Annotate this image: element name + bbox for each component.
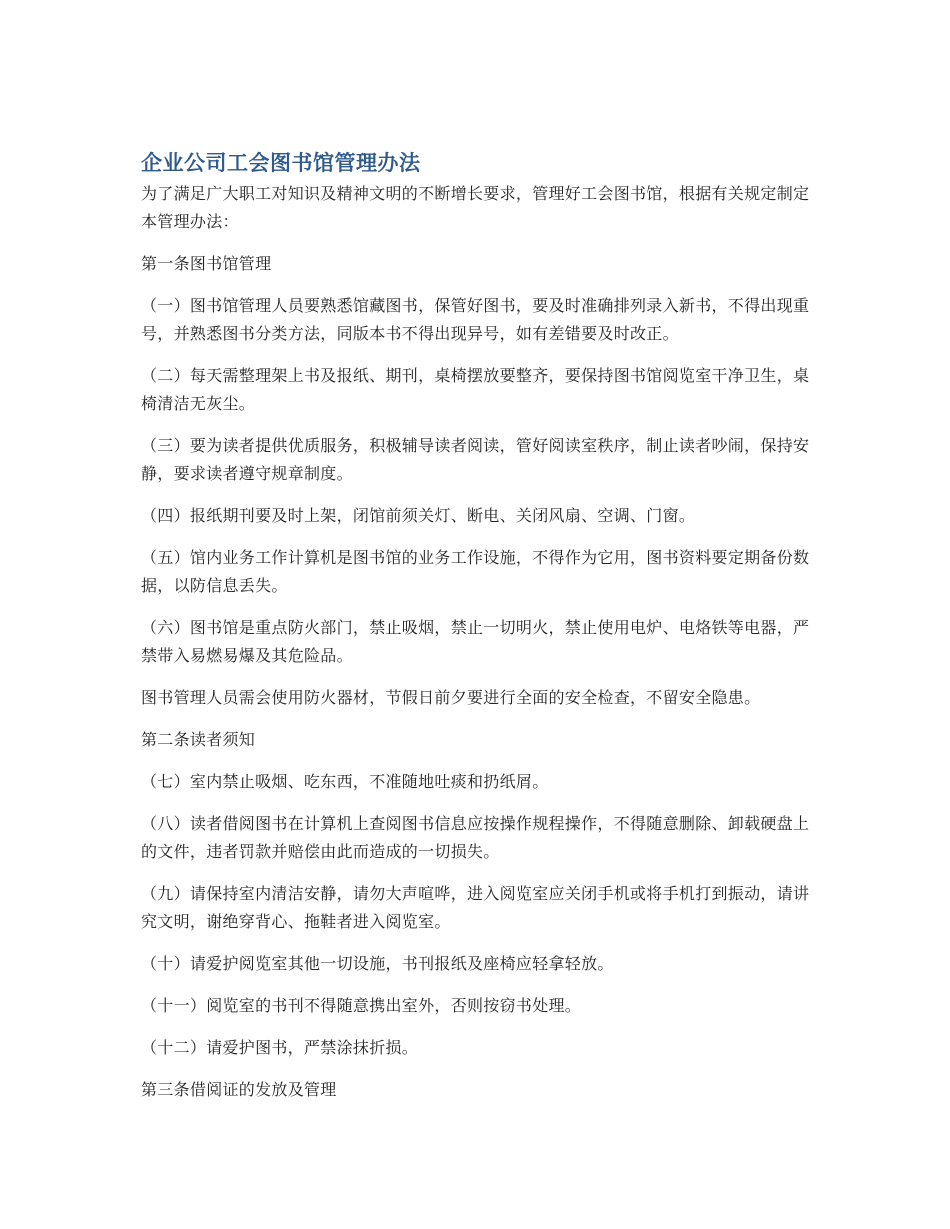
paragraph-item-7: （七）室内禁止吸烟、吃东西，不准随地吐痰和扔纸屑。: [141, 772, 549, 791]
paragraph-item-9: （九）请保持室内清洁安静，请勿大声喧哗，进入阅览室应关闭手机或将手机打到振动，请讲究文明，谢绝穿背心、拖鞋者进入阅览室。: [141, 884, 810, 931]
paragraph-item-1: （一）图书馆管理人员要熟悉馆藏图书，保管好图书，要及时准确排列录入新书，不得出现重号，并熟悉图书分类方法，同版本书不得出现异号，如有差错要及时改正。: [141, 296, 810, 343]
paragraph-fire-safety: 图书管理人员需会使用防火器材，节假日前夕要进行全面的安全检查，不留安全隐患。: [141, 688, 761, 707]
paragraph-item-5: （五）馆内业务工作计算机是图书馆的业务工作设施，不得作为它用，图书资料要定期备份数据，以防信息丢失。: [141, 548, 810, 595]
paragraph-item-2: （二）每天需整理架上书及报纸、期刊，桌椅摆放要整齐，要保持图书馆阅览室干净卫生，桌椅清洁无灰尘。: [141, 366, 810, 413]
section-heading-3: 第三条借阅证的发放及管理: [141, 1080, 337, 1099]
document-title: 企业公司工会图书馆管理办法: [141, 151, 421, 175]
intro-paragraph: 为了满足广大职工对知识及精神文明的不断增长要求，管理好工会图书馆，根据有关规定制定本管理办法：: [141, 184, 810, 231]
paragraph-item-11: （十一）阅览室的书刊不得随意携出室外，否则按窃书处理。: [141, 996, 582, 1015]
paragraph-item-8: （八）读者借阅图书在计算机上查阅图书信息应按操作规程操作，不得随意删除、卸载硬盘上的文件，违者罚款并赔偿由此而造成的一切损失。: [141, 814, 810, 861]
paragraph-item-3: （三）要为读者提供优质服务，积极辅导读者阅读，管好阅读室秩序，制止读者吵闹，保持安静，要求读者遵守规章制度。: [141, 436, 810, 483]
paragraph-item-4: （四）报纸期刊要及时上架，闭馆前须关灯、断电、关闭风扇、空调、门窗。: [141, 506, 696, 525]
document-page: [141, 148, 821, 1118]
paragraph-item-12: （十二）请爱护图书，严禁涂抹折损。: [141, 1038, 419, 1057]
paragraph-item-10: （十）请爱护阅览室其他一切设施，书刊报纸及座椅应轻拿轻放。: [141, 954, 614, 973]
section-heading-2: 第二条读者须知: [141, 730, 256, 749]
paragraph-item-6: （六）图书馆是重点防火部门，禁止吸烟，禁止一切明火，禁止使用电炉、电烙铁等电器，严禁带入易燃易爆及其危险品。: [141, 618, 810, 665]
section-heading-1: 第一条图书馆管理: [141, 254, 272, 273]
